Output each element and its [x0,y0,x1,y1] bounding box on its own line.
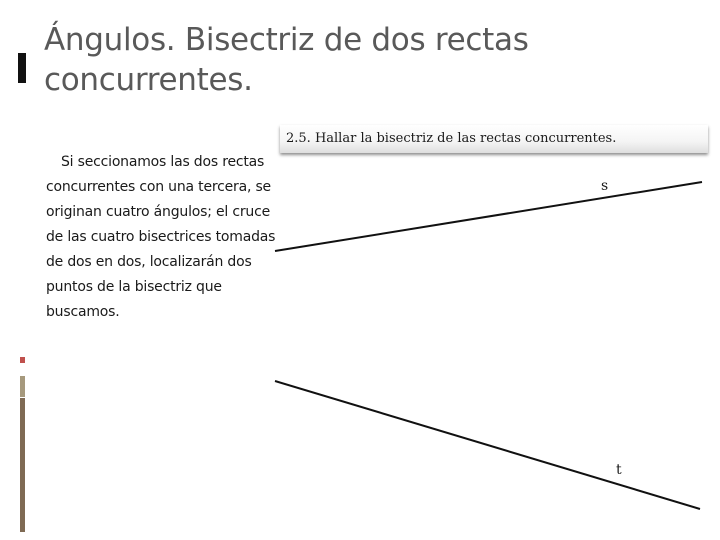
accent-bar-tan [20,376,25,397]
geometry-figure [270,165,710,520]
figure-caption: 2.5. Hallar la bisectriz de las rectas concurrentes. [280,125,708,153]
line-s [275,182,702,251]
body-paragraph: Si seccionamos las dos rectas concurrentes con una tercera, se originan cuatro ángulos; el cruce de las cuatro bisectrices tomadas de dos en dos, localizarán dos puntos de la bisectriz que buscamos. [46,154,276,320]
line-t-label: t [616,462,622,478]
line-t [275,381,700,509]
slide-title: Ángulos. Bisectriz de dos rectas concurrentes. [44,22,529,98]
title-marker [18,53,26,83]
accent-bar-red [20,357,25,363]
accent-bar-brown [20,398,25,532]
line-s-label: s [601,178,609,194]
figure-drawing [270,165,710,520]
